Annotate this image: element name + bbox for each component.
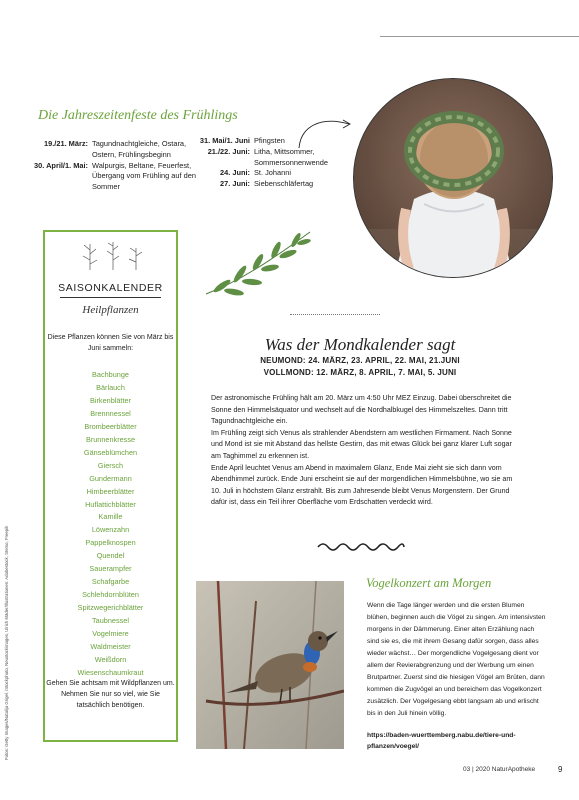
plant-item: Quendel [96,551,125,561]
festivals-column-1 [30,139,198,193]
festival-desc: Litha, Mittsommer, Sommersonnenwende [254,146,328,167]
plant-item: Pappelknospen [85,538,136,548]
plant-item: Wiesenschaumkraut [77,667,144,677]
plant-item: Schlehdornblüten [82,590,139,600]
mond-paragraph-2: Im Frühling zeigt sich Venus als strahlender Abendstern am westlichen Firmament. Nach Sonne und Mond ist sie mit Abstand das hellste Gestirn, das mit etwas Glück bei ganz klarer Luft sogar am Taghimmel zu erkennen ist. [211,428,512,460]
festival-row [30,161,198,193]
plant-item: Weißdorn [94,654,127,664]
festival-row [196,168,334,179]
mond-paragraph-1: Der astronomische Frühling hält am 20. März um 4:50 Uhr MEZ Einzug. Dabei überschreitet die Sonne den Himmelsäquator und wechselt auf die Nordhalbkugel des Himmelszeltes. Dann tritt Tagundnachtgleiche ein. [211,394,512,426]
wave-divider-icon [316,541,406,553]
festival-desc: Walpurgis, Beltane, Feuerfest, Übergang vom Frühling auf den Sommer [92,160,196,192]
festival-date: 21./22. Juni: [207,146,250,156]
festival-date: 30. April/1. Mai: [34,160,88,170]
festival-desc: Tagundnachtgleiche, Ostara, Ostern, Frühlingsbeginn [92,139,187,159]
vogelkonzert-title: Vogelkonzert am Morgen [366,576,492,590]
saisonkalender-subtitle: Heilpflanzen [82,304,139,316]
plant-item: Spitzwegerichblätter [77,603,144,613]
plant-item: Kamille [98,512,123,522]
festival-date: 27. Juni: [220,179,250,189]
plant-item: Brunnenkresse [85,434,136,444]
festival-desc: Siebenschläfertag [254,179,314,189]
leaf-sprig-icon [200,226,315,301]
festival-row [30,139,198,161]
girl-flower-crown-photo [353,78,553,278]
dotted-divider [290,314,380,315]
bluethroat-bird-photo [196,581,344,749]
plant-item: Huflattichblätter [85,499,136,509]
neumond-dates: NEUMOND: 24. MÄRZ, 23. APRIL, 22. MAI, 21.JUNI [260,356,460,365]
mondkalender-body [211,393,518,509]
plant-item: Sauerampfer [89,564,132,574]
festival-desc: Pfingsten [254,136,285,145]
top-rule [380,36,579,37]
festival-row [196,179,334,190]
herb-illustration-icon [78,240,148,270]
plant-item: Waldmeister [90,642,131,652]
festival-date: 19./21. März: [44,139,88,148]
vollmond-dates: VOLLMOND: 12. MÄRZ, 8. APRIL, 7. MAI, 5. JUNI [263,368,457,377]
plant-item: Brombeerblätter [84,421,137,431]
festivals-title: Die Jahreszeitenfeste des Frühlings [38,108,238,123]
plant-item: Birkenblätter [90,395,131,405]
plant-item: Vogelmiere [92,629,129,639]
saisonkalender-title: SAISONKALENDER [58,282,163,294]
plant-item: Bärlauch [96,382,125,392]
plant-item: Gundermann [89,473,132,483]
festival-date: 31. Mai/1. Juni [199,136,250,145]
festival-desc: St. Johanni [254,168,291,178]
issue-footer: 03 | 2020 NaturApotheke [463,766,536,773]
page-number: 9 [558,765,563,774]
plant-item: Gänseblümchen [83,447,138,457]
mond-paragraph-3: Ende April leuchtet Venus am Abend in maximalem Glanz, Ende Mai zieht sie sich dann vom Abendhimmel zurück. Ende Juni erscheint sie auf der morgendlichen Himmelsbühne, wo sie am 10. Juli in höchstem Glanz erstrahlt. Bis zum Jahresende bleibt Venus Morgenstern. Der Grund dafür ist, dass ein Teil ihrer Oberfläche vom Erdschatten verdeckt wird. [211,463,513,507]
curved-arrow-icon [295,112,355,152]
saisonkalender-intro: Diese Pflanzen können Sie von März bis Juni sammeln: [47,334,174,352]
saisonkalender-outro: Gehen Sie achtsam mit Wildpflanzen um. Nehmen Sie nur so viel, wie Sie tatsächlich benötigen. [46,680,175,709]
nabu-link[interactable]: https://baden-wuerttemberg.nabu.de/tiere-und-pflanzen/voegel/ [367,732,516,750]
festival-date: 24. Juni: [220,168,250,178]
mondkalender-title: Was der Mondkalender sagt [264,335,456,354]
saisonkalender-underline [60,297,161,298]
plant-list [46,369,175,680]
vogelkonzert-body: Wenn die Tage länger werden und die ersten Blumen blühen, beginnen auch die Vögel zu singen. Am intensivsten morgens in der Dämmerung. Einer alten Erzählung nach sind sie es, die mit ihrem Gesang dafür sorgen, dass alles wieder wächst… Der morgendliche Vogelgesang dient vor allem der Revierabgrenzung und der Werbung um einen Brutpartner. Zuerst sind die hiesigen Vögel am Brüten, dann kommen die Zugvögel an und bereichern das Vogelkonzert zusätzlich. Der Vogelgesang ebbt langsam ab und erlischt bis in den Juli hinein völlig. [367,602,546,717]
plant-item: Löwenzahn [91,525,130,535]
plant-item: Giersch [97,460,124,470]
plant-item: Brennnessel [90,408,131,418]
plant-item: Bachbunge [92,370,129,379]
plant-item: Himbeerblätter [86,486,135,496]
plant-item: Taubnessel [92,616,129,626]
photo-credit: Fotos: Getty Images/Natalija Grigel, iStockphoto, Neustockimages, Ulrich Mäder/Illustrationen: Adobestock, Stemo, Freepik [4,525,9,760]
plant-item: Schafgarbe [91,577,130,587]
